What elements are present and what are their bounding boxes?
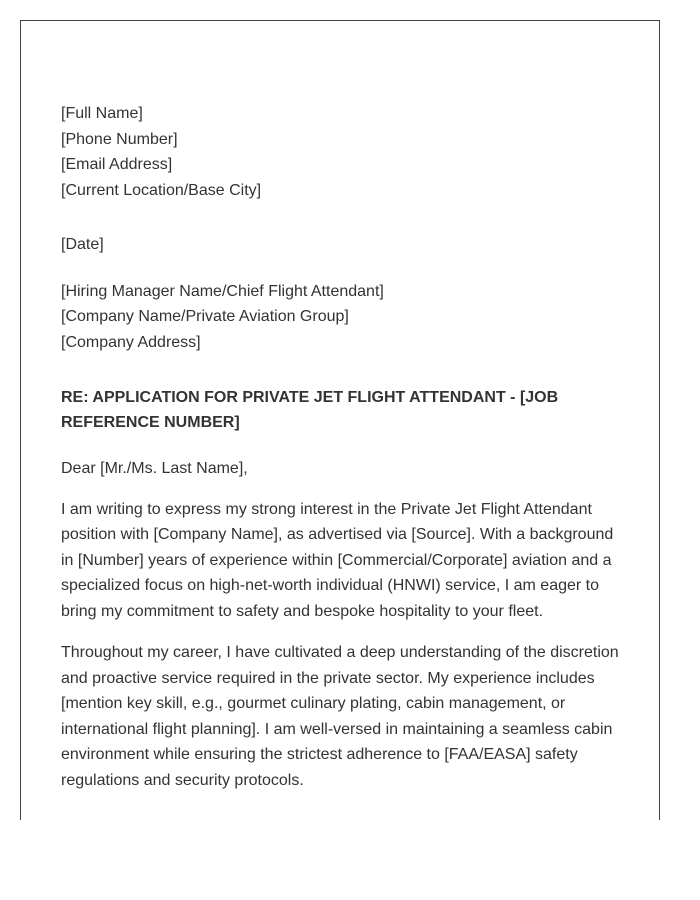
sender-full-name: [Full Name] bbox=[61, 105, 143, 122]
body-paragraph-2: Throughout my career, I have cultivated a deep understanding of the discretion and proactive service required in the private sector. My experience includes [mention key skill, e.g., gourmet culinary plating, cabin management, or international flight planning]. I am well-versed in maintaining a seamless cabin environment while ensuring the strictest adherence to [FAA/EASA] safety regulations and security protocols. bbox=[61, 644, 619, 789]
letter-page bbox=[20, 20, 660, 820]
recipient-address: [Company Address] bbox=[61, 333, 201, 351]
sender-location: [Current Location/Base City] bbox=[61, 181, 262, 199]
recipient-company: [Company Name/Private Aviation Group] bbox=[61, 308, 349, 325]
subject-line: RE: APPLICATION FOR PRIVATE JET FLIGHT ATTENDANT - [JOB REFERENCE NUMBER] bbox=[61, 389, 559, 431]
sender-email: [Email Address] bbox=[61, 156, 173, 173]
recipient-block bbox=[61, 279, 626, 356]
body-paragraph-1: I am writing to express my strong interest in the Private Jet Flight Attendant position with [Company Name], as advertised via [Source]. With a background in [Number] years of experience within [Commercial/Corporate] aviation and a specialized focus on high-net-worth individual (HNWI) service, I am eager to bring my commitment to safety and bespoke hospitality to your fleet. bbox=[61, 500, 614, 620]
letter-date: [Date] bbox=[61, 236, 104, 253]
sender-phone: [Phone Number] bbox=[61, 130, 178, 148]
sender-block bbox=[61, 101, 626, 203]
letter-content bbox=[61, 101, 626, 809]
salutation: Dear [Mr./Ms. Last Name], bbox=[61, 460, 248, 477]
date-block bbox=[61, 232, 626, 258]
recipient-name: [Hiring Manager Name/Chief Flight Attendant] bbox=[61, 282, 384, 300]
